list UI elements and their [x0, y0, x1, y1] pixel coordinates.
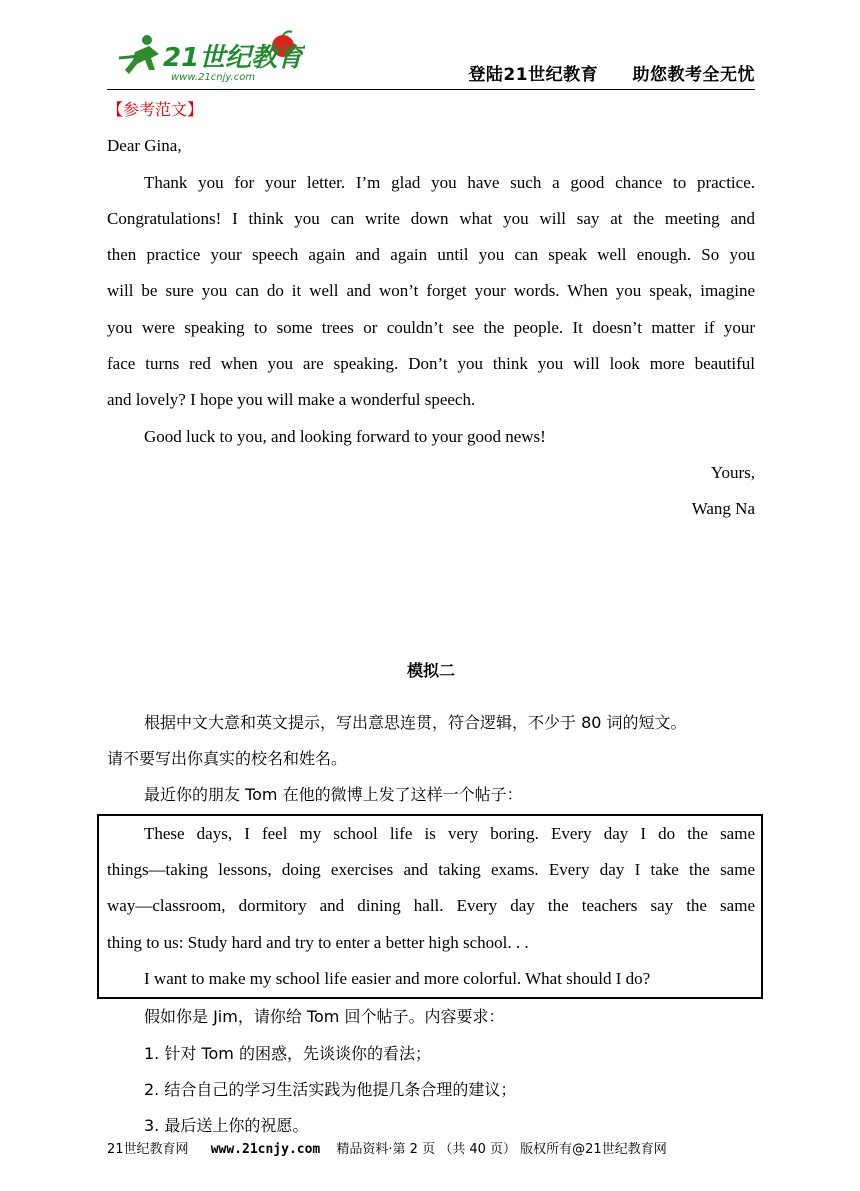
header-slogan [468, 60, 755, 85]
21cnjy-logo [115, 30, 305, 86]
letter-line: you were speaking to some trees or couldn’t see the people. It doesn’t matter if your [107, 317, 755, 337]
letter-closing-line: Good luck to you, and looking forward to your good news! [144, 426, 546, 446]
letter-line: and lovely? I hope you will make a wonderful speech. [107, 390, 476, 410]
footer-site-link[interactable]: www.21cnjy.com [210, 1142, 321, 1157]
header-divider [107, 89, 755, 90]
document-body [107, 92, 755, 1144]
footer-left: 21世纪教育网 [107, 1142, 189, 1157]
letter-line: Congratulations! I think you can write down what you will say at the meeting and [107, 208, 755, 228]
post-line: way—classroom, dormitory and dining hall. Every day the teachers say the same [107, 896, 755, 916]
section-spacer [107, 528, 755, 637]
post-line: These days, I feel my school life is very boring. Every day I do the same [144, 823, 755, 843]
post-line: thing to us: Study hard and try to enter a better high school. . . [107, 932, 529, 952]
requirement-item: 2. 结合自己的学习生活实践为他提几条合理的建议； [144, 1079, 517, 1099]
requirement-item: 3. 最后送上你的祝愿。 [144, 1116, 309, 1136]
slogan-help: 助您教考全无忧 [632, 65, 755, 85]
post-line: I want to make my school life easier and more colorful. What should I do? [144, 968, 651, 988]
svg-text:21世纪教育: 21世纪教育 [163, 43, 304, 73]
weibo-post-box [97, 814, 763, 999]
instruction-line: 根据中文大意和英文提示，写出意思连贯，符合逻辑，不少于 80 词的短文。 [144, 712, 687, 732]
footer-right: 精品资料·第 2 页 （共 40 页） 版权所有@21世纪教育网 [336, 1142, 667, 1157]
letter-signature: Wang Na [691, 499, 755, 519]
letter-line: then practice your speech again and again until you can speak well enough. So you [107, 245, 755, 265]
letter-line: Thank you for your letter. I’m glad you have such a good chance to practice. [144, 172, 755, 192]
instruction-line: 请不要写出你真实的校名和姓名。 [107, 749, 348, 769]
letter-line: face turns red when you are speaking. Don’t you think you will look more beautiful [107, 354, 755, 374]
section-title: 模拟二 [406, 660, 455, 680]
letter-sign-off: Yours, [710, 462, 755, 482]
requirement-item: 1. 针对 Tom 的困惑，先谈谈你的看法； [144, 1043, 431, 1063]
slogan-login: 登陆21世纪教育 [468, 65, 599, 85]
page-header [107, 30, 755, 90]
task-intro: 假如你是 Jim，请你给 Tom 回个帖子。内容要求： [144, 1007, 505, 1027]
sample-essay-label: 【参考范文】 [107, 100, 204, 119]
letter-line: will be sure you can do it well and won’t forget your words. When you speak, imagine [107, 281, 755, 301]
page-footer [107, 1138, 755, 1157]
svg-text:www.21cnjy.com: www.21cnjy.com [171, 72, 256, 83]
letter-greeting: Dear Gina, [107, 136, 182, 156]
post-intro: 最近你的朋友 Tom 在他的微博上发了这样一个帖子： [144, 785, 523, 805]
post-line: things—taking lessons, doing exercises and taking exams. Every day I take the same [107, 860, 755, 880]
